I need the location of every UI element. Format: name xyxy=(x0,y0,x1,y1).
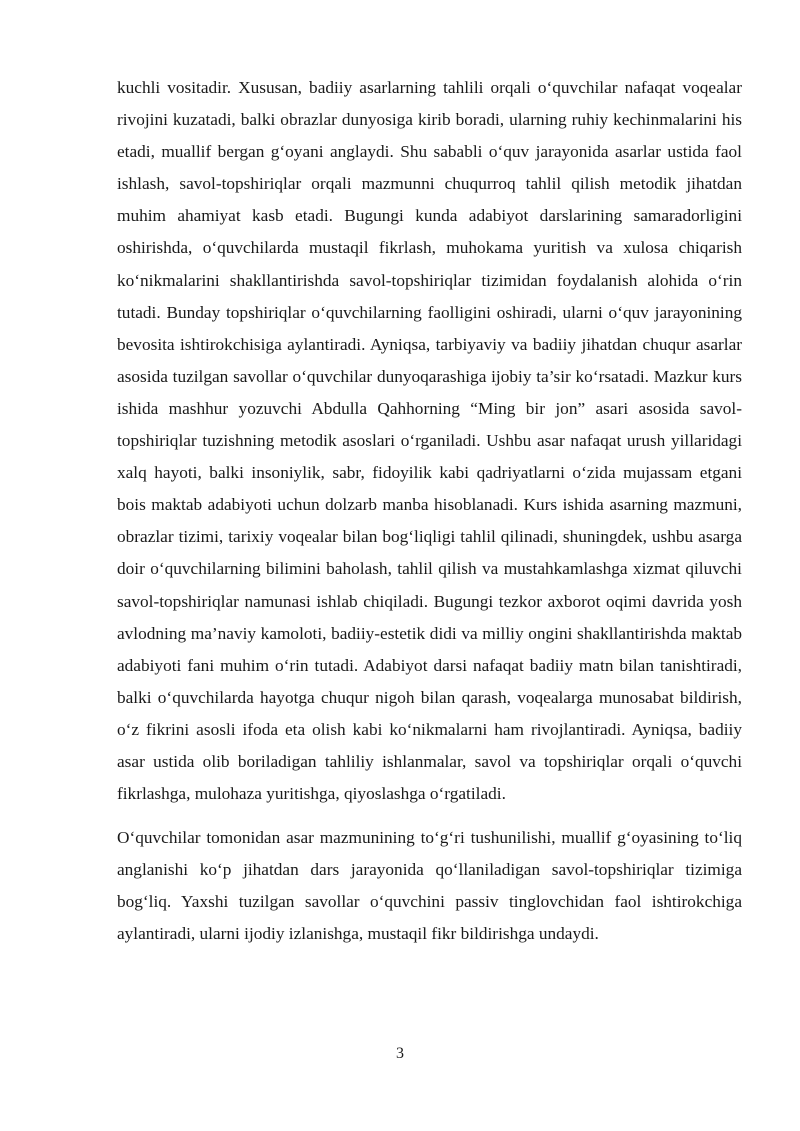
body-text xyxy=(117,72,742,951)
page-number: 3 xyxy=(396,1045,404,1062)
paragraph-2: O‘quvchilar tomonidan asar mazmunining to‘g‘ri tushunilishi, muallif g‘oyasining to‘liq anglanishi ko‘p jihatdan dars jarayonida qo‘llaniladigan savol-topshiriqlar tizimiga bog‘liq. Yaxshi tuzilgan savollar o‘quvchini passiv tinglovchidan faol ishtirokchiga aylantiradi, ularni ijodiy izlanishga, mustaqil fikr bildirishga undaydi. xyxy=(117,828,742,944)
paragraph-1: kuchli vositadir. Xususan, badiiy asarlarning tahlili orqali o‘quvchilar nafaqat voqealar rivojini kuzatadi, balki obrazlar dunyosiga kirib boradi, ularning ruhiy kechinmalarini his etadi, muallif bergan g‘oyani anglaydi. Shu sababli o‘quv jarayonida asarlar ustida faol ishlash, savol-topshiriqlar orqali mazmunni chuqurroq tahlil qilish metodik jihatdan muhim ahamiyat kasb etadi. Bugungi kunda adabiyot darslarining samaradorligini oshirishda, o‘quvchilarda mustaqil fikrlash, muhokama yuritish va xulosa chiqarish ko‘nikmalarini shakllantirishda savol-topshiriqlar tizimidan foydalanish alohida o‘rin tutadi. Bunday topshiriqlar o‘quvchilarning faolligini oshiradi, ularni o‘quv jarayonining bevosita ishtirokchisiga aylantiradi. Ayniqsa, tarbiyaviy va badiiy jihatdan chuqur asarlar asosida tuzilgan savollar o‘quvchilar dunyoqarashiga ijobiy ta’sir ko‘rsatadi. Mazkur kurs ishida mashhur yozuvchi Abdulla Qahhorning “Ming bir jon” asari asosida savol-topshiriqlar tuzishning metodik asoslari o‘rganiladi. Ushbu asar nafaqat urush yillaridagi xalq hayoti, balki insoniylik, sabr, fidoyilik kabi qadriyatlarni o‘zida mujassam etgani bois maktab adabiyoti uchun dolzarb manba hisoblanadi. Kurs ishida asarning mazmuni, obrazlar tizimi, tarixiy voqealar bilan bog‘liqligi tahlil qilinadi, shuningdek, ushbu asarga doir o‘quvchilarning bilimini baholash, tahlil qilish va mustahkamlashga xizmat qiluvchi savol-topshiriqlar namunasi ishlab chiqiladi. Bugungi tezkor axborot oqimi davrida yosh avlodning ma’naviy kamoloti, badiiy-estetik didi va milliy ongini shakllantirishda maktab adabiyoti fani muhim o‘rin tutadi. Adabiyot darsi nafaqat badiiy matn bilan tanishtiradi, balki o‘quvchilarda hayotga chuqur nigoh bilan qarash, voqealarga munosabat bildirish, o‘z fikrini asosli ifoda eta olish kabi ko‘nikmalarni ham rivojlantiradi. Ayniqsa, badiiy asar ustida olib boriladigan tahliliy ishlanmalar, savol va topshiriqlar orqali o‘quvchi fikrlashga, mulohaza yuritishga, qiyoslashga o‘rgatiladi. xyxy=(117,78,742,804)
